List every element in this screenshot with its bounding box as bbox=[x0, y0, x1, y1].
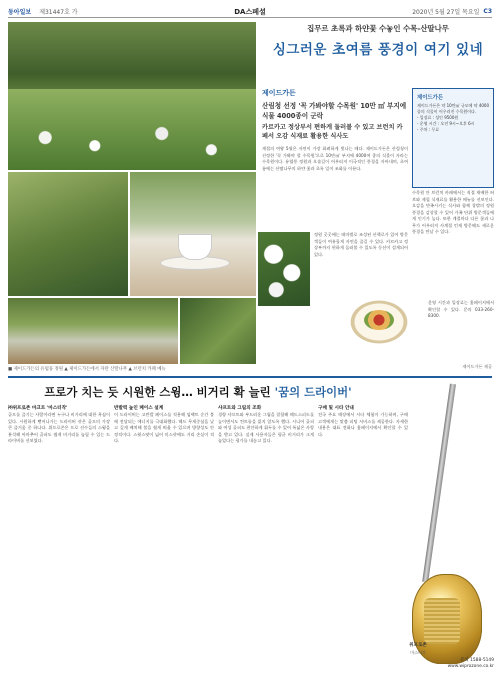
golf-headline-quote: '꿈의 드라이버' bbox=[274, 385, 352, 399]
feature-body-4: 운영 시간과 입장료는 홈페이지에서 확인할 수 있다. 문의 033-260-8300. bbox=[428, 300, 494, 318]
feature-deck-2: 카르카고 정상부서 편하게 둘러볼 수 있고 브런치 카페서 오감 식재료 활용한 식사도 bbox=[262, 124, 403, 141]
brunch-dish-photo bbox=[334, 288, 424, 356]
info-box-row: - 운영 시간 : 오전 9시~오후 6시 bbox=[417, 121, 475, 126]
golf-col2-heading: 반발력 높인 페이스 설계 bbox=[114, 406, 164, 411]
issue-date: 2020년 5월 27일 목요일 bbox=[412, 9, 480, 16]
feature-body-2: 정원 곳곳에는 테마별로 조성된 산책로가 있어 방문객들이 여유롭게 자연을 즐길 수 있다. 카르카고 정상부까지 편하게 둘러볼 수 있도록 동선이 설계되어 있다. bbox=[314, 232, 408, 257]
golf-column-3 bbox=[218, 402, 314, 686]
european-garden-photo bbox=[8, 298, 178, 364]
golf-col4-text: 전국 주요 매장에서 시타 체험이 가능하며, 구매 고객에게는 맞춤 피팅 서비스를 제공한다. 자세한 내용은 대표 전화나 홈페이지에서 확인할 수 있다. bbox=[318, 412, 408, 437]
golf-column-1 bbox=[8, 402, 110, 686]
feature-deck: 산림청 선정 '꼭 가봐야할 수목원' 10만 ㎡ 부지에 식물 4000종이 군락 bbox=[262, 102, 407, 120]
issue-number: 제31447호 가 bbox=[39, 9, 78, 16]
golf-col1-text: 골프를 즐기는 사람이라면 누구나 비거리에 대한 욕심이 있다. 시원하게 뻗어나가는 드라이버 샷은 골프의 가장 큰 즐거움 중 하나다. 위프로존은 프로 선수들의 스윙을 분석해 아마추어 골퍼도 쉽게 비거리를 늘릴 수 있는 드라이버를 선보였다. bbox=[8, 412, 110, 444]
tree-photo bbox=[180, 298, 256, 364]
feature-headline bbox=[262, 24, 494, 58]
masthead bbox=[8, 6, 492, 18]
photo-caption: ■ 제이드가든의 유럽풍 정원 ▲ 제이드가든에서 자란 산딸나무 ▲ 브런치 카페 메뉴 bbox=[8, 367, 166, 372]
golf-contact bbox=[412, 658, 494, 670]
golf-col2-text: 이 드라이버는 고반발 페이스를 적용해 임팩트 순간 볼에 전달되는 에너지를 극대화했다. 헤드 무게중심을 낮고 깊게 배치해 볼을 쉽게 띄울 수 있으며 방향성도 안정적이다. 스윗스팟이 넓어 미스샷에도 거리 손실이 적다. bbox=[114, 412, 214, 444]
info-box bbox=[412, 88, 494, 188]
golf-col3-heading: 샤프트와 그립의 조화 bbox=[218, 406, 262, 411]
feature-body-3: 수목원 안 브런치 카페에서는 직접 재배한 허브와 제철 식재료를 활용한 메뉴를 선보인다. 오감을 만족시키는 식사와 함께 창밖의 정원 풍경을 감상할 수 있어 가족 단위 방문객들에게 인기가 높다. 또한 계절마다 다른 꽃과 나무가 어우러져 사계절 언제 방문해도 새로운 풍경을 만날 수 있다. bbox=[412, 190, 494, 234]
golf-column-2 bbox=[114, 402, 214, 686]
feature-subhead: 집무르 초록과 하얀꽃 수놓인 수목-산딸나무 bbox=[307, 24, 449, 33]
club-model: 마스터작 bbox=[410, 650, 426, 655]
section-title: DA스페셜 bbox=[234, 7, 266, 16]
feature-brand: 제이드가든 bbox=[262, 89, 296, 97]
garden-main-photo bbox=[8, 22, 256, 170]
feature-title: 싱그러운 초여름 풍경이 여기 있네 bbox=[272, 41, 484, 58]
newspaper-name: 동아일보 bbox=[8, 9, 32, 16]
photo-credit: 제이드가든 제공 bbox=[462, 364, 492, 369]
info-box-title: 제이드가든 bbox=[417, 95, 444, 101]
section-divider bbox=[8, 376, 492, 378]
page-number: C3 bbox=[483, 8, 492, 15]
feature-lead bbox=[262, 88, 408, 142]
golf-contact-phone: 문의 1588-5149 bbox=[460, 658, 494, 663]
golf-driver-image bbox=[392, 384, 492, 684]
dogwood-flower-photo bbox=[258, 232, 310, 306]
info-box-row: - 주차 : 무료 bbox=[417, 127, 440, 132]
garden-path-photo bbox=[8, 172, 128, 296]
cafe-table-photo bbox=[130, 172, 256, 296]
golf-headline-main: 프로가 치는 듯 시원한 스윙… 비거리 확 늘린 bbox=[44, 385, 275, 399]
golf-headline bbox=[8, 384, 388, 400]
info-box-body: 제이드가든은 약 10만㎡ 규모에 약 4000종의 식물이 어우러진 수목원이다. bbox=[417, 103, 489, 114]
club-face bbox=[424, 598, 460, 644]
feature-body-1: 계절의 여왕 5월은 자연이 가장 화려하게 빛나는 때다. 제이드가든은 산림청이 선정한 '꼭 가봐야 할 수목원'으로 10만㎡ 부지에 4000여 종의 식물이 자라는 수목원이다. 유럽풍 정원과 오솔길이 어우러져 이국적인 풍경을 자아내며, 초여름에는 산딸나무의 하얀 꽃과 초록 잎이 조화를 이룬다. bbox=[262, 146, 408, 171]
golf-contact-web[interactable]: www.wiprozone.co.kr bbox=[447, 664, 494, 670]
golf-col1-heading: ㈜위프로존 마크트 '마스터작' bbox=[8, 406, 68, 411]
club-brand: 위프로존 bbox=[409, 643, 427, 648]
info-box-row: - 입장료 : 성인 9500원 bbox=[417, 115, 459, 120]
golf-col4-heading: 구매 및 시타 안내 bbox=[318, 406, 354, 411]
club-shaft bbox=[422, 384, 456, 583]
golf-col3-text: 경량 샤프트와 부드러운 그립을 결합해 헤드스피드를 높이면서도 컨트롤을 잃지 않도록 했다. 시니어 골퍼와 여성 골퍼도 편안하게 휘두를 수 있어 폭넓은 사랑을 받고 있다. 실제 사용자들은 평균 비거리가 크게 늘었다는 평가를 내놓고 있다. bbox=[218, 412, 314, 444]
